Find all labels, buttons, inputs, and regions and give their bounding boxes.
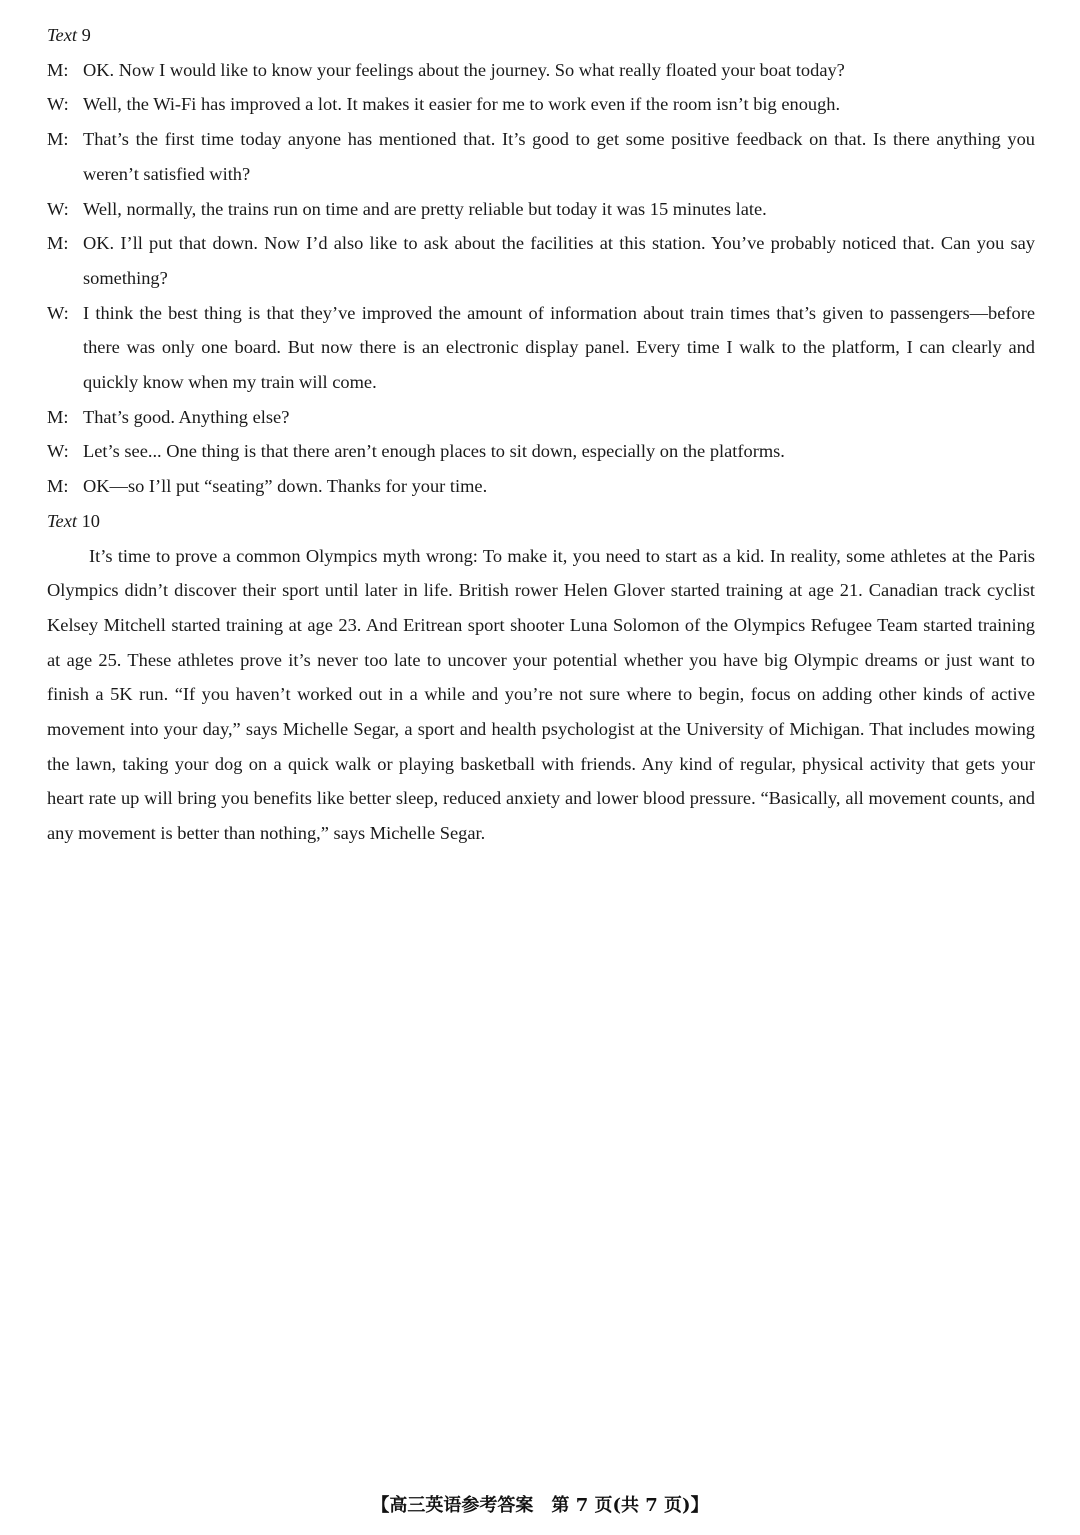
speaker-label: M: [47,59,69,80]
turn-text: OK—so I’ll put “seating” down. Thanks for your time. [83,476,488,497]
turn-text: Let’s see... One thing is that there aren’t enough places to sit down, especially on the platforms. [83,441,785,462]
speaker-label: W: [47,302,69,323]
turn-text: OK. Now I would like to know your feelings about the journey. So what really floated your boat today? [83,59,845,80]
speaker-label: M: [47,129,69,150]
footer-title: 【高三英语参考答案 [371,1495,534,1516]
text-9-heading-number: 9 [81,25,91,45]
text-10-heading [47,504,1035,539]
turn-text: Well, normally, the trains run on time and are pretty reliable but today it was 15 minutes late. [83,198,767,219]
text-10-passage: It’s time to prove a common Olympics myth wrong: To make it, you need to start as a kid. In reality, some athletes at the Paris Olympics didn’t discover their sport until later in life. British rower Helen Glover started training at age 21. Canadian track cyclist Kelsey Mitchell started training at age 23. And Eritrean sport shooter Luna Solomon of the Olympics Refugee Team started training at age 25. These athletes prove it’s never too late to uncover your potential whether you have big Olympic dreams or just want to finish a 5K run. “If you haven’t worked out in a while and you’re not sure where to begin, focus on adding other kinds of active movement into your day,” says Michelle Segar, a sport and health psychologist at the University of Michigan. That includes mowing the lawn, taking your dog on a quick walk or playing basketball with friends. Any kind of regular, physical activity that gets your heart rate up will bring you benefits like better sleep, reduced anxiety and lower blood pressure. “Basically, all movement counts, and any movement is better than nothing,” says Michelle Segar. [47,545,1035,844]
text-9-heading [47,18,1035,53]
speaker-label: W: [47,441,69,462]
page-footer [0,1492,1080,1520]
dialogue-turn [47,192,1035,227]
turn-text: Well, the Wi-Fi has improved a lot. It makes it easier for me to work even if the room isn’t big enough. [83,94,841,115]
dialogue-turn [47,400,1035,435]
text-9-heading-label: Text [47,25,77,45]
speaker-label: W: [47,94,69,115]
speaker-label: M: [47,406,69,427]
dialogue-turn [47,53,1035,88]
dialogue-turn [47,469,1035,504]
turn-text: I think the best thing is that they’ve improved the amount of information about train times that’s given to passengers—before there was only one board. But now there is an electronic display panel. Every time I walk to the platform, I can clearly and quickly know when my train will come. [83,302,1035,393]
dialogue-turn [47,434,1035,469]
dialogue-turn [47,296,1035,400]
text-9-dialogue [47,53,1035,504]
turn-text: That’s the first time today anyone has mentioned that. It’s good to get some positive feedback on that. Is there anything you weren’t satisfied with? [83,129,1035,184]
dialogue-turn [47,122,1035,191]
text-10-heading-number: 10 [81,510,100,531]
speaker-label: M: [47,476,69,497]
dialogue-turn [47,87,1035,122]
answer-page-content [47,18,1035,851]
speaker-label: W: [47,198,69,219]
dialogue-turn [47,226,1035,295]
turn-text: OK. I’ll put that down. Now I’d also like to ask about the facilities at this station. You’ve probably noticed that. Can you say something? [83,233,1035,288]
footer-page-number: 第 7 页(共 7 页)】 [551,1495,709,1516]
turn-text: That’s good. Anything else? [83,406,290,427]
speaker-label: M: [47,233,69,254]
text-10-heading-label: Text [47,510,77,531]
